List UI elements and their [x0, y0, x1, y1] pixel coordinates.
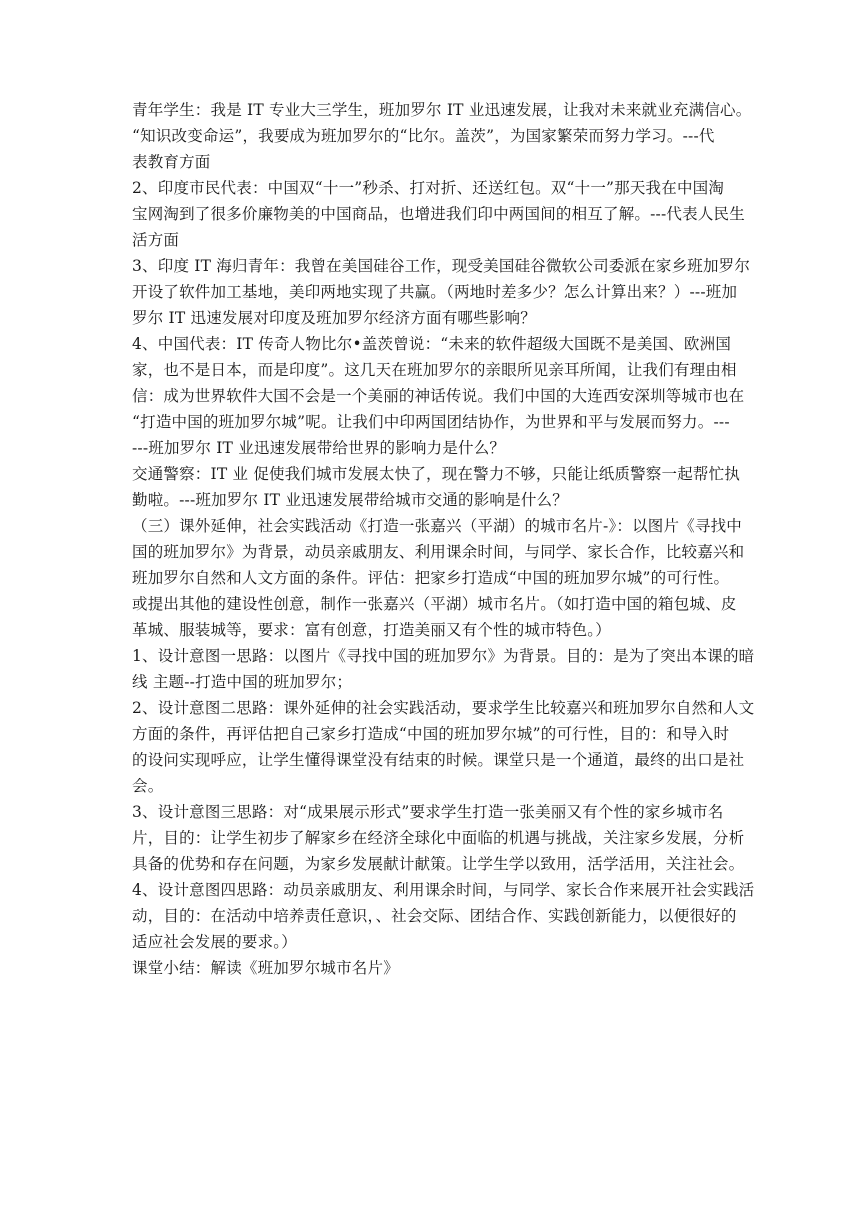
text-line: 开设了软件加工基地，美印两地实现了共赢。（两地时差多少？怎么计算出来？）---班加 [132, 283, 738, 301]
text-line: “打造中国的班加罗尔城”呢。让我们中印两国团结协作，为世界和平与发展而努力。--- [132, 413, 730, 431]
text-line: 2、印度市民代表：中国双“十一”秒杀、打对折、还送红包。双“十一”那天我在中国淘 [132, 179, 725, 197]
text-line: 3、设计意图三思路：对“成果展示形式”要求学生打造一张美丽又有个性的家乡城市名 [132, 803, 724, 821]
text-line: 勤啦。---班加罗尔 IT 业迅速发展带给城市交通的影响是什么？ [132, 491, 568, 509]
text-line: 方面的条件，再评估把自己家乡打造成“中国的班加罗尔城”的可行性，目的：和导入时 [132, 725, 730, 743]
text-line: 线 主题--打造中国的班加罗尔； [132, 673, 353, 691]
text-line: 革城、服装城等，要求：富有创意，打造美丽又有个性的城市特色。） [132, 621, 611, 639]
text-line: 课堂小结：解读《班加罗尔城市名片》 [132, 959, 399, 977]
text-line: 4、中国代表：IT 传奇人物比尔•盖茨曾说：“未来的软件超级大国既不是美国、欧洲国 [132, 335, 732, 353]
document-body [132, 97, 755, 981]
text-line: 罗尔 IT 迅速发展对印度及班加罗尔经济方面有哪些影响？ [132, 309, 536, 327]
text-line: 班加罗尔自然和人文方面的条件。评估：把家乡打造成“中国的班加罗尔城”的可行性。 [132, 569, 730, 587]
text-line: 3、印度 IT 海归青年：我曾在美国硅谷工作，现受美国硅谷微软公司委派在家乡班加罗尔 [132, 257, 751, 275]
text-line: 表教育方面 [132, 153, 211, 171]
text-line: 国的班加罗尔》为背景，动员亲戚朋友、利用课余时间，与同学、家长合作，比较嘉兴和 [132, 543, 745, 561]
text-line: 活方面 [132, 231, 180, 249]
text-line: 1、设计意图一思路：以图片《寻找中国的班加罗尔》为背景。目的：是为了突出本课的暗 [132, 647, 755, 665]
text-line: 4、设计意图四思路：动员亲戚朋友、利用课余时间，与同学、家长合作来展开社会实践活 [132, 881, 755, 899]
text-line: （三）课外延伸，社会实践活动《打造一张嘉兴（平湖）的城市名片-》：以图片《寻找中 [132, 517, 742, 535]
text-line: “知识改变命运”，我要成为班加罗尔的“比尔。盖茨”，为国家繁荣而努力学习。---代 [132, 127, 715, 145]
text-line: 信：成为世界软件大国不会是一个美丽的神话传说。我们中国的大连西安深圳等城市也在 [132, 387, 745, 405]
text-line: 交通警察：IT 业 促使我们城市发展太快了，现在警力不够，只能让纸质警察一起帮忙执 [132, 465, 741, 483]
text-line: 适应社会发展的要求。） [132, 933, 297, 951]
text-line: 动，目的：在活动中培养责任意识，、社会交际、团结合作、实践创新能力，以便很好的 [132, 907, 737, 925]
text-line: 会。 [132, 777, 164, 795]
text-line: 家，也不是日本，而是印度”。这几天在班加罗尔的亲眼所见亲耳所闻，让我们有理由相 [132, 361, 737, 379]
text-line: 片，目的：让学生初步了解家乡在经济全球化中面临的机遇与挑战，关注家乡发展，分析 [132, 829, 745, 847]
text-line: 宝网淘到了很多价廉物美的中国商品，也增进我们印中两国间的相互了解。---代表人民生 [132, 205, 745, 223]
text-line: 具备的优势和存在问题，为家乡发展献计献策。让学生学以致用，活学活用，关注社会。 [132, 855, 745, 873]
text-line: 或提出其他的建设性创意，制作一张嘉兴（平湖）城市名片。（如打造中国的箱包城、皮 [132, 595, 737, 613]
text-line: 青年学生：我是 IT 专业大三学生，班加罗尔 IT 业迅速发展，让我对未来就业充满信心。 [132, 101, 752, 119]
text-line: 的设问实现呼应，让学生懂得课堂没有结束的时候。课堂只是一个通道，最终的出口是社 [132, 751, 745, 769]
text-line: 2、设计意图二思路：课外延伸的社会实践活动，要求学生比较嘉兴和班加罗尔自然和人文 [132, 699, 755, 717]
text-line: ---班加罗尔 IT 业迅速发展带给世界的影响力是什么？ [132, 439, 506, 457]
